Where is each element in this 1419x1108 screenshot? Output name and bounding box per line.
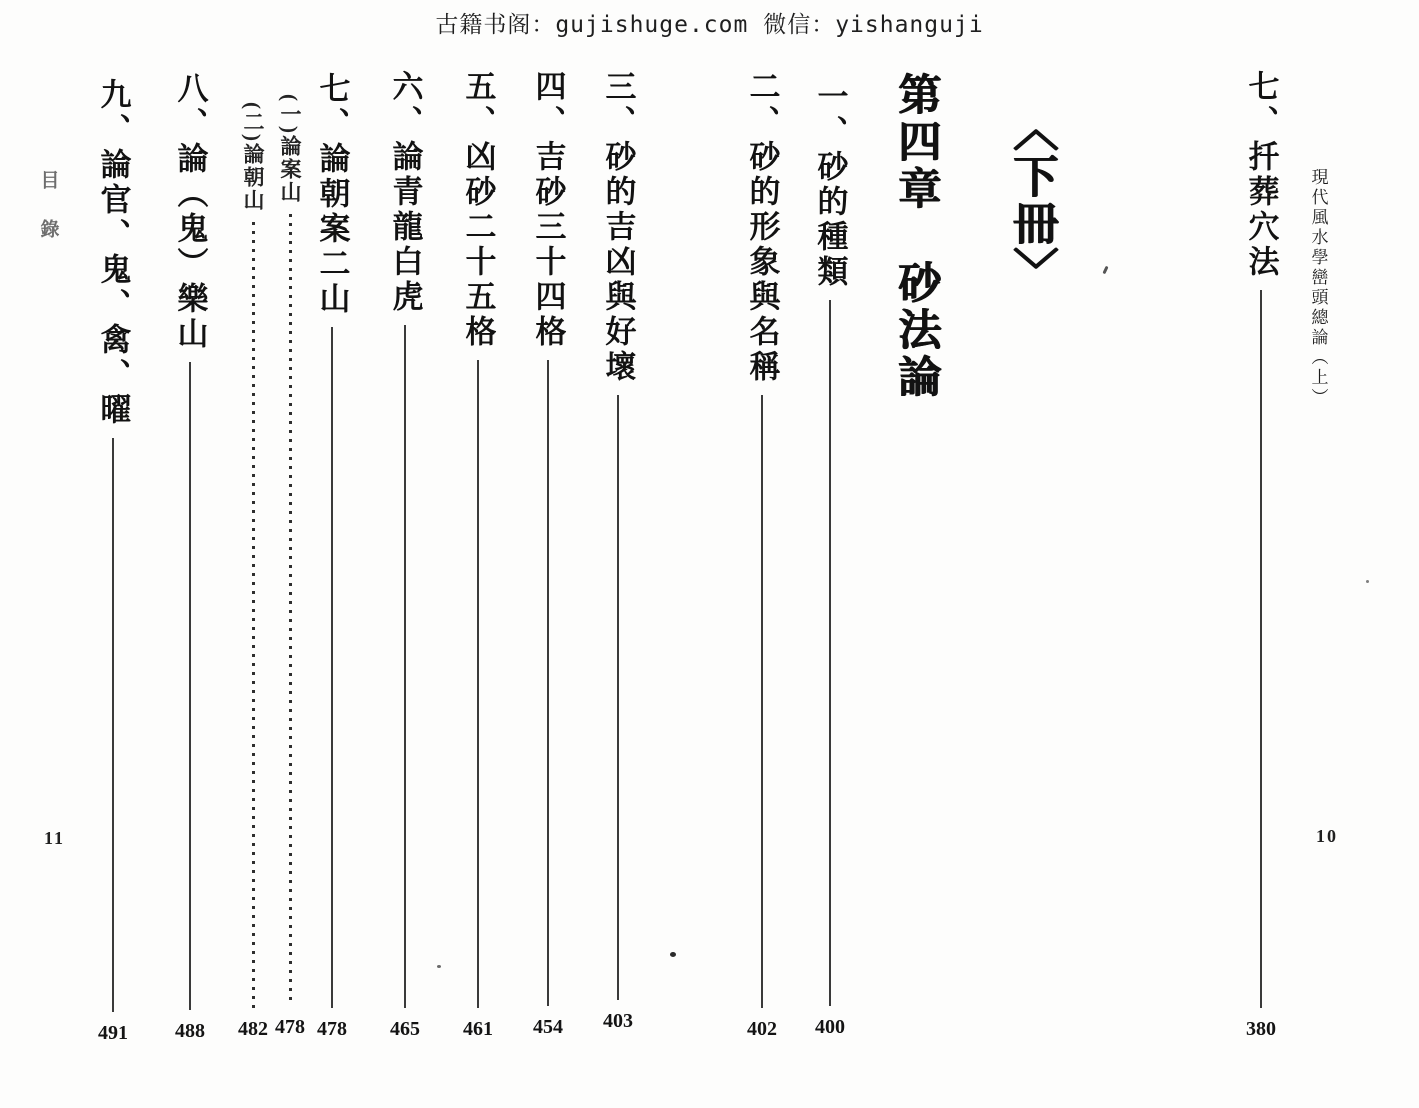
- toc-entry-title: 五、凶砂二十五格: [460, 70, 496, 350]
- toc-entry-page-number: 478: [317, 1018, 347, 1040]
- toc-entry-5: [456, 70, 500, 1042]
- scan-speck: [437, 965, 441, 968]
- leader-line: [331, 327, 333, 1008]
- watermark-header: 古籍书阁：gujishuge.com 微信：yishanguji: [435, 12, 984, 38]
- toc-entry-4: [526, 70, 570, 1040]
- toc-entry-8: [168, 72, 212, 1044]
- toc-entry-title: 一、砂的種類: [812, 80, 848, 290]
- toc-entry-page-number: 454: [533, 1016, 563, 1038]
- leader-line: [829, 300, 831, 1006]
- leader-line: [189, 362, 191, 1010]
- page-number-right: 10: [1316, 826, 1338, 846]
- toc-entry-title: 八、論（鬼）樂山: [172, 72, 208, 352]
- chapter-heading: 第四章 砂法論: [892, 72, 940, 401]
- leader-line: [617, 395, 619, 1000]
- scan-speck: [670, 952, 676, 957]
- leader-line: [1260, 290, 1262, 1008]
- toc-entry-6: [383, 70, 427, 1042]
- leader-line: [404, 325, 406, 1008]
- leader-line: [477, 360, 479, 1008]
- toc-entry-page-number: 461: [463, 1018, 493, 1040]
- toc-entry-title: 三、砂的吉凶與好壞: [600, 70, 636, 385]
- margin-book-title: 現代風水學巒頭總論（上）: [1308, 168, 1328, 408]
- toc-entry-1: [808, 80, 852, 1040]
- toc-entry-title: 二、砂的形象與名稱: [744, 70, 780, 385]
- toc-entry-page-number: 380: [1246, 1018, 1276, 1040]
- toc-entry-page-number: 478: [275, 1016, 305, 1038]
- leader-line: [761, 395, 763, 1008]
- toc-subentry-7-1: [272, 94, 308, 1040]
- toc-entry-page-number: 491: [98, 1022, 128, 1044]
- toc-entry-9: [91, 78, 135, 1046]
- toc-entry-title: 六、論青龍白虎: [387, 70, 423, 315]
- dotted-leader-line: [252, 222, 255, 1008]
- toc-entry-page-number: 402: [747, 1018, 777, 1040]
- toc-entry-title: 七、扦葬穴法: [1243, 70, 1279, 280]
- dotted-leader-line: [289, 214, 292, 1006]
- scan-speck: [1102, 266, 1108, 275]
- toc-entry-3: [596, 70, 640, 1034]
- scan-speck: [1366, 580, 1369, 583]
- leader-line: [547, 360, 549, 1006]
- toc-entry-title: 九、論官、鬼、禽、曜: [95, 78, 131, 428]
- toc-entry-page-number: 482: [238, 1018, 268, 1040]
- toc-entry-page-number: 400: [815, 1016, 845, 1038]
- toc-entry-2: [740, 70, 784, 1042]
- margin-label: 目錄: [37, 170, 59, 268]
- toc-entry-qianzang-xuefa: [1239, 70, 1283, 1042]
- toc-entry-page-number: 403: [603, 1010, 633, 1032]
- page-number-left: 11: [44, 828, 66, 848]
- volume-heading: 〈下冊〉: [1006, 106, 1057, 294]
- toc-entry-title: (一)論案山: [278, 94, 302, 204]
- toc-entry-title: 四、吉砂三十四格: [530, 70, 566, 350]
- toc-entry-page-number: 488: [175, 1020, 205, 1042]
- toc-entry-title: (二)論朝山: [241, 102, 265, 212]
- leader-line: [112, 438, 114, 1012]
- toc-subentry-7-2: [235, 102, 271, 1042]
- toc-entry-title: 七、論朝案二山: [314, 72, 350, 317]
- toc-entry-7: [310, 72, 354, 1042]
- toc-entry-page-number: 465: [390, 1018, 420, 1040]
